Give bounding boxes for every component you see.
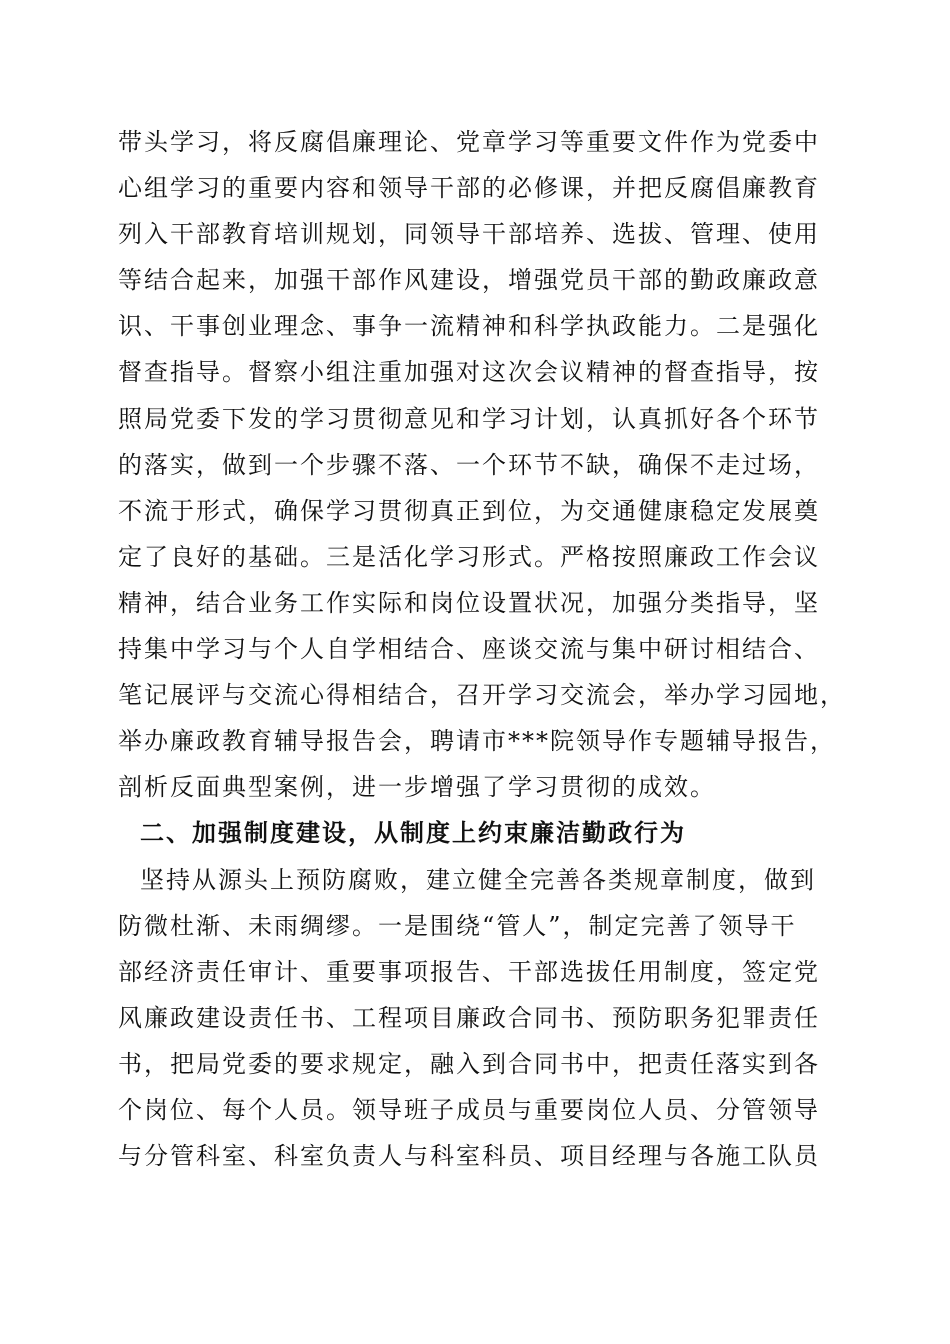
- body-line: 识、干事创业理念、事争一流精神和科学执政能力。二是强化: [118, 312, 820, 341]
- body-line: 与分管科室、科室负责人与科室科员、项目经理与各施工队员: [118, 1142, 820, 1171]
- body-line: 带头学习，将反腐倡廉理论、党章学习等重要文件作为党委中: [118, 128, 820, 156]
- body-line: 心组学习的重要内容和领导干部的必修课，并把反腐倡廉教育: [118, 174, 820, 203]
- body-line: 照局党委下发的学习贯彻意见和学习计划，认真抓好各个环节: [118, 404, 820, 433]
- document-body: [118, 119, 846, 1179]
- body-line: 不流于形式，确保学习贯彻真正到位，为交通健康稳定发展奠: [118, 496, 820, 525]
- body-line: 部经济责任审计、重要事项报告、干部选拔任用制度，签定党: [118, 957, 820, 986]
- body-line: 书，把局党委的要求规定，融入到合同书中，把责任落实到各: [118, 1049, 820, 1078]
- body-line: 的落实，做到一个步骤不落、一个环节不缺，确保不走过场，: [118, 450, 820, 479]
- body-line: 剖析反面典型案例，进一步增强了学习贯彻的成效。: [118, 773, 716, 802]
- section-heading: 二、加强制度建设，从制度上约束廉洁勤政行为: [140, 819, 686, 848]
- body-line: 列入干部教育培训规划，同领导干部培养、选拔、管理、使用: [118, 220, 820, 249]
- body-line: 个岗位、每个人员。领导班子成员与重要岗位人员、分管领导: [118, 1095, 820, 1124]
- body-line: 防微杜渐、未雨绸缪。一是围绕“管人”，制定完善了领导干: [118, 911, 797, 940]
- body-line: 风廉政建设责任书、工程项目廉政合同书、预防职务犯罪责任: [118, 1003, 820, 1032]
- body-line: 督查指导。督察小组注重加强对这次会议精神的督查指导，按: [118, 358, 820, 387]
- body-line: 笔记展评与交流心得相结合，召开学习交流会，举办学习园地，: [118, 681, 846, 710]
- body-line: 精神，结合业务工作实际和岗位设置状况，加强分类指导，坚: [118, 588, 820, 617]
- body-line: 坚持从源头上预防腐败，建立健全完善各类规章制度，做到: [140, 865, 816, 894]
- body-line: 持集中学习与个人自学相结合、座谈交流与集中研讨相结合、: [118, 635, 820, 664]
- body-line: 定了良好的基础。三是活化学习形式。严格按照廉政工作会议: [118, 542, 820, 571]
- body-line: 举办廉政教育辅导报告会，聘请市***院领导作专题辅导报告，: [118, 727, 836, 756]
- body-line: 等结合起来，加强干部作风建设，增强党员干部的勤政廉政意: [118, 266, 820, 295]
